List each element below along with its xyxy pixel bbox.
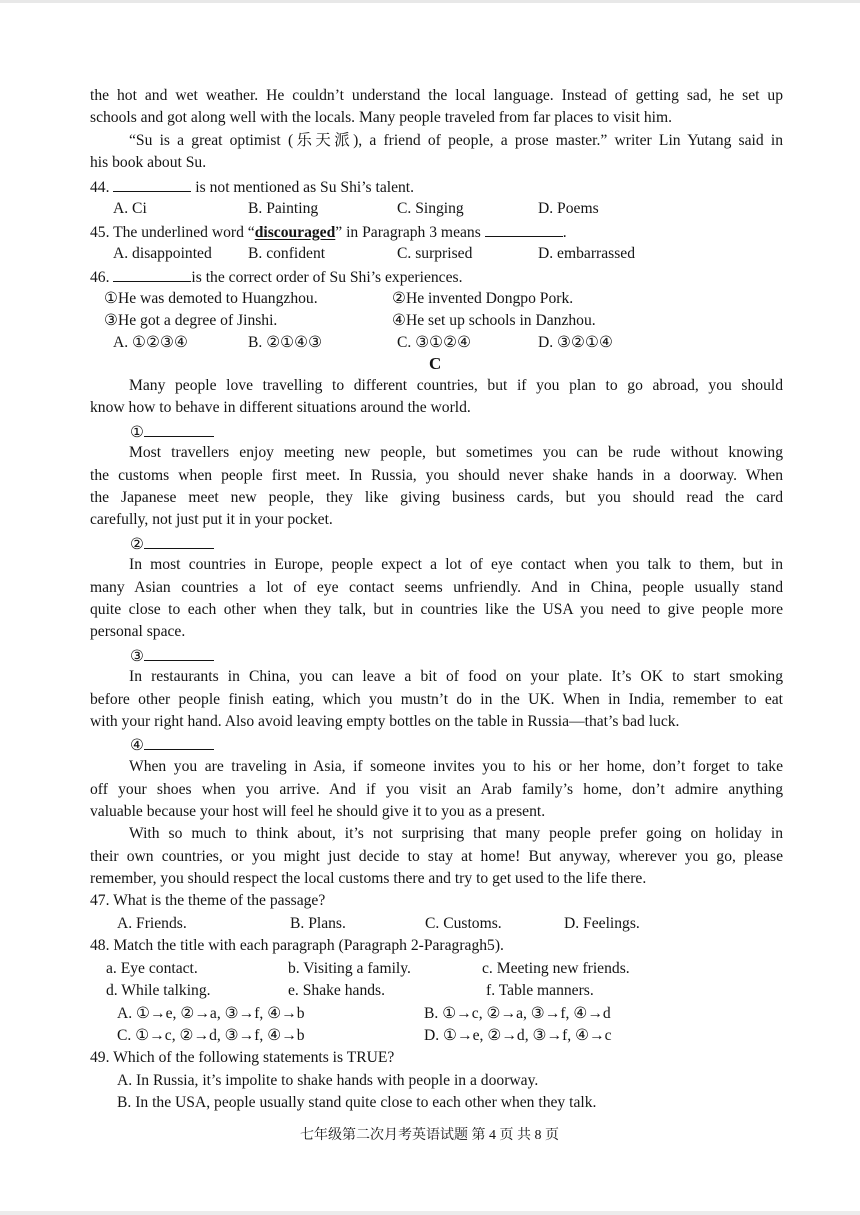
intro-line-2: know how to behave in different situations around the world. — [90, 399, 471, 416]
section-c-heading: C — [429, 354, 442, 373]
paragraph-blank-4: ④ — [130, 734, 214, 756]
q46-item-2: ②He invented Dongpo Pork. — [392, 290, 574, 307]
answer-blank-para-3 — [144, 645, 214, 661]
q47-option-c: C. Customs. — [425, 915, 502, 932]
answer-blank-46 — [113, 266, 191, 282]
q46-item-3: ③He got a degree of Jinshi. — [104, 312, 278, 329]
paragraph-blank-3: ③ — [130, 645, 214, 667]
top-scan-edge — [0, 0, 860, 3]
question-45-stem: 45. The underlined word “discouraged” in Paragraph 3 means . — [90, 221, 567, 243]
q48-title-f: f. Table manners. — [486, 982, 594, 999]
bottom-scan-edge — [0, 1211, 860, 1215]
q49-option-a: A. In Russia, it’s impolite to shake hands with people in a doorway. — [117, 1072, 539, 1089]
para4-line-3: with your right hand. Also avoid leaving empty bottles on the table in Russia—that’s bad luck. — [90, 713, 680, 730]
q47-option-a: A. Friends. — [117, 915, 187, 932]
q44-option-c: C. Singing — [397, 200, 464, 217]
para3-line-1: In most countries in Europe, people expect a lot of eye contact when you talk to them, but in — [129, 556, 783, 573]
passage-b-line-3: “Su is a great optimist (乐天派), a friend of people, a prose master.” writer Lin Yutang said in — [129, 132, 783, 149]
passage-b-line-4: his book about Su. — [90, 154, 207, 171]
q46-option-d: D. ③②①④ — [538, 334, 613, 351]
question-46-stem: 46. is the correct order of Su Shi’s experiences. — [90, 266, 462, 288]
q46-item-1: ①He was demoted to Huangzhou. — [104, 290, 318, 307]
q48-option-b: B. ①→c, ②→a, ③→f, ④→d — [424, 1005, 611, 1022]
q48-title-d: d. While talking. — [106, 982, 211, 999]
q44-option-a: A. Ci — [113, 200, 147, 217]
q45-option-c: C. surprised — [397, 245, 473, 262]
question-47-stem: 47. What is the theme of the passage? — [90, 892, 326, 909]
q48-title-e: e. Shake hands. — [288, 982, 386, 999]
para6-line-1: With so much to think about, it’s not surprising that many people prefer going on holiday in — [129, 825, 783, 842]
para2-line-3: the Japanese meet new people, they like giving business cards, but you should read the card — [90, 489, 783, 506]
para2-line-2: the customs when people first meet. In Russia, you should never shake hands in a doorway. When — [90, 467, 783, 484]
para2-line-1: Most travellers enjoy meeting new people, but sometimes you can be rude without knowing — [129, 444, 783, 461]
q48-title-b: b. Visiting a family. — [288, 960, 411, 977]
q45-option-a: A. disappointed — [113, 245, 212, 262]
q47-option-b: B. Plans. — [290, 915, 346, 932]
q49-option-b: B. In the USA, people usually stand quite close to each other when they talk. — [117, 1094, 597, 1111]
para2-line-4: carefully, not just put it in your pocket. — [90, 511, 333, 528]
q46-item-4: ④He set up schools in Danzhou. — [392, 312, 596, 329]
q44-option-b: B. Painting — [248, 200, 319, 217]
page-footer: 七年级第二次月考英语试题 第 4 页 共 8 页 — [300, 1128, 559, 1143]
para5-line-3: valuable because your host will feel he should give it to you as a present. — [90, 803, 546, 820]
para6-line-3: remember, you should respect the local customs there and try to get used to the life there. — [90, 870, 647, 887]
q45-option-b: B. confident — [248, 245, 326, 262]
q46-option-b: B. ②①④③ — [248, 334, 323, 351]
para4-line-1: In restaurants in China, you can leave a bit of food on your plate. It’s OK to start smoking — [129, 668, 783, 685]
underlined-word: discouraged — [254, 224, 336, 241]
para3-line-2: many Asian countries a lot of eye contact seems unfriendly. And in China, people usually stand — [90, 579, 783, 596]
para6-line-2: their own countries, or you might just decide to stay at home! But anyway, wherever you go, please — [90, 848, 783, 865]
para5-line-2: off your shoes when you arrive. And if you visit an Arab family’s home, don’t admire anything — [90, 781, 783, 798]
para4-line-2: before other people finish eating, which you mustn’t do in the UK. When in India, remember to eat — [90, 691, 783, 708]
q48-option-d: D. ①→e, ②→d, ③→f, ④→c — [424, 1027, 612, 1044]
para3-line-4: personal space. — [90, 623, 186, 640]
para5-line-1: When you are traveling in Asia, if someone invites you to his or her home, don’t forget to take — [129, 758, 783, 775]
paragraph-blank-1: ① — [130, 421, 214, 443]
question-49-stem: 49. Which of the following statements is TRUE? — [90, 1049, 395, 1066]
answer-blank-para-4 — [144, 734, 214, 750]
q45-option-d: D. embarrassed — [538, 245, 635, 262]
answer-blank-45 — [485, 221, 563, 237]
q48-option-a: A. ①→e, ②→a, ③→f, ④→b — [117, 1005, 305, 1022]
q44-option-d: D. Poems — [538, 200, 599, 217]
answer-blank-para-2 — [144, 533, 214, 549]
answer-blank-para-1 — [144, 421, 214, 437]
passage-b-line-1: the hot and wet weather. He couldn’t understand the local language. Instead of getting sad, he set up — [90, 87, 783, 104]
q47-option-d: D. Feelings. — [564, 915, 640, 932]
question-48-stem: 48. Match the title with each paragraph (Paragraph 2-Paragragh5). — [90, 937, 504, 954]
paragraph-blank-2: ② — [130, 533, 214, 555]
q46-option-c: C. ③①②④ — [397, 334, 472, 351]
q48-option-c: C. ①→c, ②→d, ③→f, ④→b — [117, 1027, 305, 1044]
answer-blank-44 — [113, 176, 191, 192]
q48-title-a: a. Eye contact. — [106, 960, 198, 977]
passage-b-line-2: schools and got along well with the locals. Many people traveled from far places to visit him. — [90, 109, 673, 126]
q46-option-a: A. ①②③④ — [113, 334, 188, 351]
para3-line-3: quite close to each other when they talk, but in countries like the USA you need to give people more — [90, 601, 783, 618]
intro-line-1: Many people love travelling to different countries, but if you plan to go abroad, you should — [129, 377, 783, 394]
question-44-stem: 44. is not mentioned as Su Shi’s talent. — [90, 176, 414, 198]
q48-title-c: c. Meeting new friends. — [482, 960, 630, 977]
